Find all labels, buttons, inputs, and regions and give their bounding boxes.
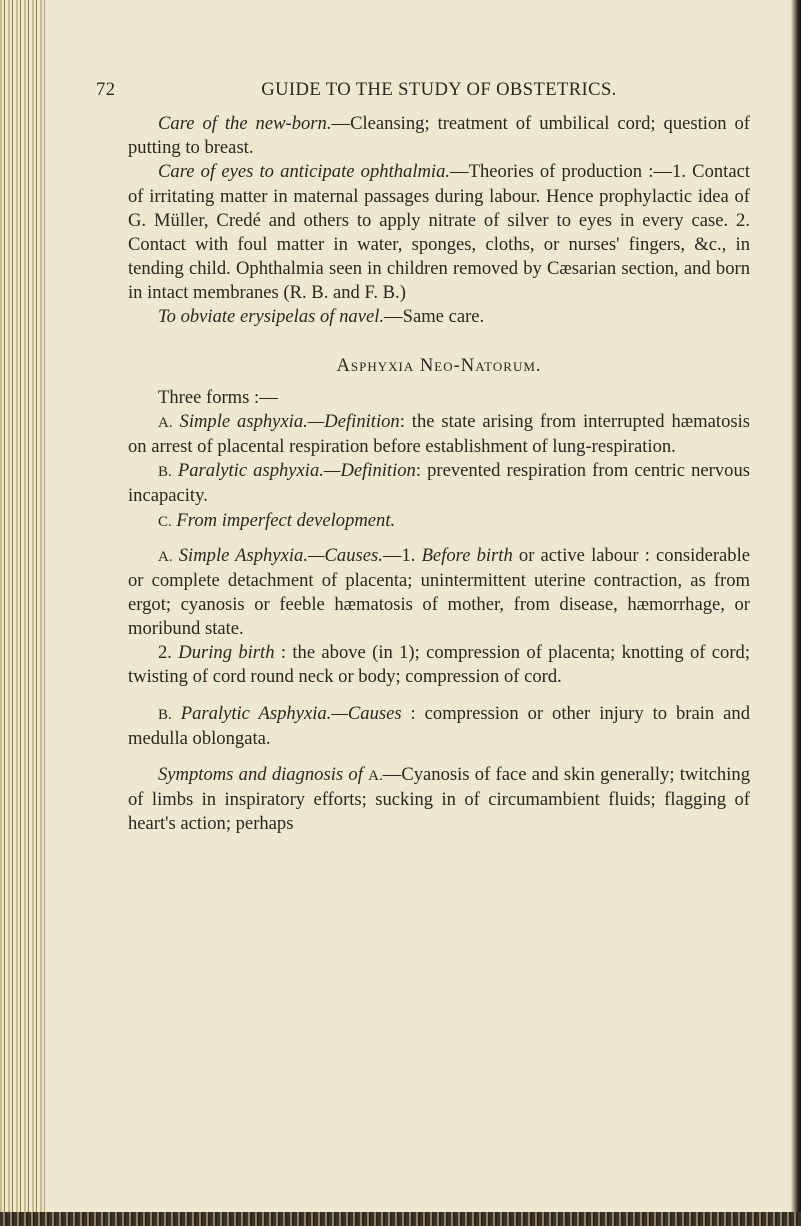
running-title: GUIDE TO THE STUDY OF OBSTETRICS.: [261, 79, 617, 100]
causes-a-before-birth: A. Simple Asphyxia.—Causes.—1. Before birth or active labour : considerable or complete detachment of placenta; unintermittent uterine contraction, as from ergot; cyanosis or feeble hæmatosis of mother, from disease, hæmorrhage, or moribund state.: [128, 544, 751, 640]
form-a: A. Simple asphyxia.—Definition: the state arising from interrupted hæmatosis on arrest of placental respiration before establishment of lung-respiration.: [128, 410, 750, 458]
causes-a-during-birth: 2. During birth : the above (in 1); compression of placenta; knotting of cord; twisting of cord round neck or body; compression of cord.: [128, 642, 751, 688]
forms-intro: Three forms :—: [158, 386, 278, 408]
page-bottom-edge: [0, 1212, 801, 1226]
running-header: [96, 78, 750, 102]
page-number: 72: [96, 79, 116, 100]
paragraph-newborn-care: Care of the new-born.—Cleansing; treatment of umbilical cord; question of putting to breast.: [128, 113, 750, 159]
symptoms-diagnosis: Symptoms and diagnosis of A.—Cyanosis of face and skin generally; twitching of limbs in inspiratory efforts; sucking in of circumambient fluids; flagging of heart's action; perhaps: [128, 763, 750, 835]
paragraph-eye-care: Care of eyes to anticipate ophthalmia.—Theories of production :—1. Contact of irritating matter in maternal passages during labour. Hence prophylactic idea of G. Müller, Credé and others to apply nitrate of silver to eyes in every case. 2. Contact with foul matter in water, sponges, cloths, or nurses' fingers, &c., in tending child. Ophthalmia seen in children removed by Cæsarian section, and born in intact membranes (R. B. and F. B.): [128, 161, 751, 304]
book-page: [96, 78, 751, 836]
section-heading: Asphyxia Neo-Natorum.: [336, 354, 542, 376]
form-b: B. Paralytic asphyxia.—Definition: prevented respiration from centric nervous incapacity.: [128, 460, 750, 507]
paragraph-erysipelas: To obviate erysipelas of navel.—Same care.: [158, 306, 485, 328]
causes-b: B. Paralytic Asphyxia.—Causes : compression or other injury to brain and medulla oblongata.: [128, 702, 750, 749]
form-c: C. From imperfect development.: [158, 509, 396, 531]
book-gutter: [0, 0, 45, 1226]
page-right-edge: [791, 0, 801, 1226]
